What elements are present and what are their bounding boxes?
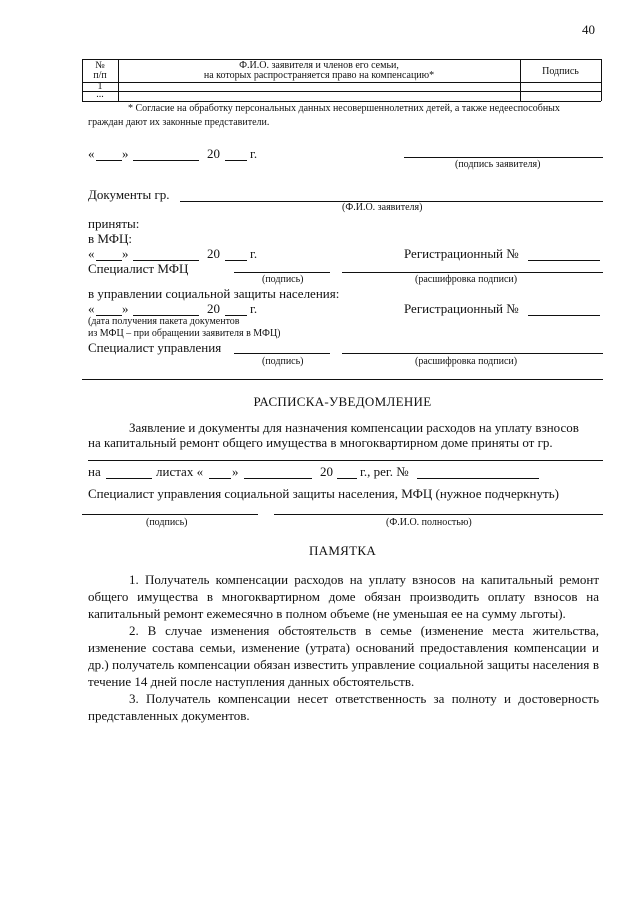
applicant-signature-field[interactable] bbox=[404, 157, 603, 158]
mfc-specialist-signature-field[interactable] bbox=[234, 272, 330, 273]
section-divider bbox=[82, 379, 603, 380]
accepted-label: приняты: bbox=[88, 216, 140, 231]
receipt-text-line-1: Заявление и документы для назначения компенсации расходов на уплату взносов bbox=[129, 420, 579, 435]
receipt-sheets-field[interactable] bbox=[106, 478, 152, 479]
documents-label: Документы гр. bbox=[88, 187, 170, 202]
receipt-year-field[interactable] bbox=[337, 478, 357, 479]
receipt-date-close: » bbox=[232, 464, 239, 479]
receipt-signature-field[interactable] bbox=[82, 514, 258, 515]
dept-specialist-decode-field[interactable] bbox=[342, 353, 603, 354]
receipt-month-field[interactable] bbox=[244, 478, 312, 479]
dept-specialist-signature-field[interactable] bbox=[234, 353, 330, 354]
table-header-num-b: п/п bbox=[93, 70, 107, 81]
receipt-fio-field[interactable] bbox=[274, 514, 603, 515]
receipt-reg-number-field[interactable] bbox=[417, 478, 539, 479]
mfc-reg-number-label: Регистрационный № bbox=[404, 246, 519, 261]
footnote-line-2: граждан дают их законные представители. bbox=[88, 117, 270, 128]
date-note-line-2: из МФЦ – при обращении заявителя в МФЦ) bbox=[88, 328, 281, 339]
receipt-sheets-label: листах « bbox=[156, 464, 204, 479]
receipt-signature-caption: (подпись) bbox=[146, 517, 188, 528]
receipt-na-label: на bbox=[88, 464, 101, 479]
year-field[interactable] bbox=[225, 160, 247, 161]
receipt-specialist-label: Специалист управления социальной защиты населения, МФЦ (нужное подчеркнуть) bbox=[88, 486, 559, 501]
table-header-name bbox=[118, 61, 520, 81]
dept-signature-caption: (подпись) bbox=[262, 356, 304, 367]
year-prefix: 20 bbox=[207, 146, 220, 161]
social-department-label: в управлении социальной защиты населения: bbox=[88, 286, 340, 301]
table-header-num-a: № bbox=[95, 60, 105, 71]
receipt-reg-label: г., рег. № bbox=[360, 464, 409, 479]
mfc-specialist-decode-field[interactable] bbox=[342, 272, 603, 273]
mfc-reg-number-field[interactable] bbox=[528, 260, 600, 261]
memo-title: ПАМЯТКА bbox=[308, 543, 377, 558]
receipt-title: РАСПИСКА-УВЕДОМЛЕНИЕ bbox=[253, 394, 432, 409]
receipt-day-field[interactable] bbox=[209, 478, 231, 479]
memo-item-2: 2. В случае изменения обстоятельств в семье (изменение места жительства, изменение состава семьи, изменение (утрата) оснований предоставления компенсации и др.) получатель компенсации обязан известить управление социальной защиты населения в течение 14 дней после наступления данных обстоятельств. bbox=[88, 623, 599, 689]
dept-year-suffix: г. bbox=[250, 301, 258, 316]
page-number: 40 bbox=[582, 22, 595, 37]
table-header-name-a: Ф.И.О. заявителя и членов его семьи, bbox=[239, 60, 399, 71]
applicant-fio-caption: (Ф.И.О. заявителя) bbox=[342, 202, 423, 213]
date-close-quote: » bbox=[122, 146, 129, 161]
table-header-sign: Подпись bbox=[542, 66, 579, 77]
receipt-fio-caption: (Ф.И.О. полностью) bbox=[386, 517, 472, 528]
dept-reg-number-field[interactable] bbox=[528, 315, 600, 316]
dept-date-close: » bbox=[122, 301, 129, 316]
mfc-decode-caption: (расшифровка подписи) bbox=[415, 274, 518, 285]
mfc-signature-caption: (подпись) bbox=[262, 274, 304, 285]
mfc-label: в МФЦ: bbox=[88, 231, 133, 246]
mfc-date-open: « bbox=[88, 246, 95, 261]
table-header-name-b: на которых распространяется право на компенсацию* bbox=[203, 70, 435, 81]
receipt-applicant-field[interactable] bbox=[88, 460, 603, 461]
dept-decode-caption: (расшифровка подписи) bbox=[415, 356, 518, 367]
dept-date-open: « bbox=[88, 301, 95, 316]
date-open-quote: « bbox=[88, 146, 95, 161]
footnote-line-1: * Согласие на обработку персональных данных несовершеннолетних детей, а также недееспособных bbox=[128, 103, 560, 114]
mfc-year-suffix: г. bbox=[250, 246, 258, 261]
receipt-text-line-2: на капитальный ремонт общего имущества в многоквартирном доме приняты от гр. bbox=[88, 435, 553, 450]
table-header-num bbox=[82, 61, 118, 81]
mfc-year-field[interactable] bbox=[225, 260, 247, 261]
memo-item-3: 3. Получатель компенсации несет ответственность за полноту и достоверность представленных документов. bbox=[88, 691, 599, 723]
department-specialist-label: Специалист управления bbox=[88, 340, 222, 355]
mfc-specialist-label: Специалист МФЦ bbox=[88, 261, 189, 276]
year-suffix: г. bbox=[250, 146, 258, 161]
applicant-signature-caption: (подпись заявителя) bbox=[455, 159, 541, 170]
receipt-year-prefix: 20 bbox=[320, 464, 333, 479]
dept-year-prefix: 20 bbox=[207, 301, 220, 316]
mfc-year-prefix: 20 bbox=[207, 246, 220, 261]
dept-reg-number-label: Регистрационный № bbox=[404, 301, 519, 316]
table-row-1-num: 1 bbox=[97, 81, 103, 92]
table-row-2-num: ... bbox=[96, 89, 104, 100]
memo-item-1: 1. Получатель компенсации расходов на уплату взносов на капитальный ремонт общего имущества в многоквартирном доме обязан производить оплату взносов на капитальный ремонт ежемесячно в полном объеме (не уменьшая ее на сумму льготы). bbox=[88, 572, 599, 621]
day-field[interactable] bbox=[96, 160, 122, 161]
month-field[interactable] bbox=[133, 160, 199, 161]
mfc-date-close: » bbox=[122, 246, 129, 261]
date-note-line-1: (дата получения пакета документов bbox=[88, 316, 240, 327]
